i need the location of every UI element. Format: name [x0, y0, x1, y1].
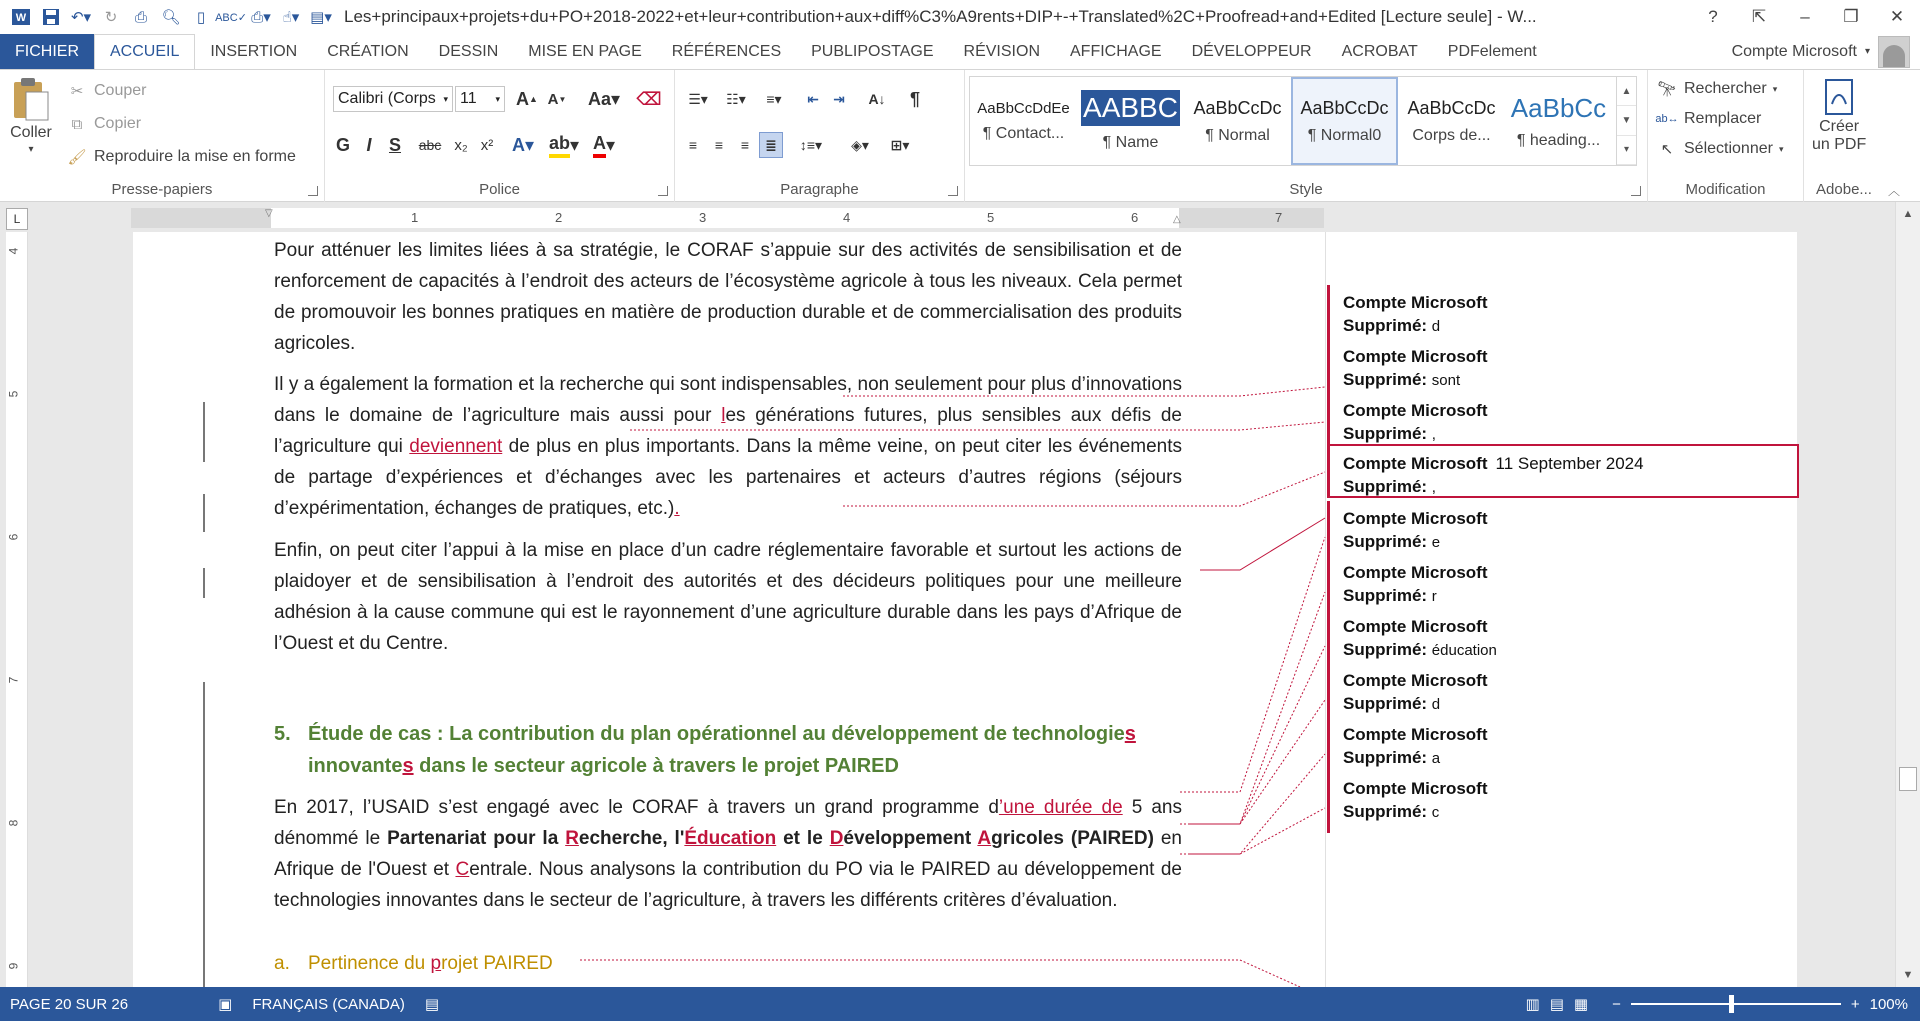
- comment-balloon[interactable]: Compte Microsoft Supprimé: r: [1327, 555, 1797, 617]
- comment-balloon[interactable]: Compte Microsoft Supprimé: éducation: [1327, 609, 1797, 671]
- new-document-icon[interactable]: ▯: [196, 9, 206, 26]
- paste-icon: [10, 76, 52, 122]
- chevron-down-icon: ▾: [443, 93, 448, 104]
- group-label: Modification: [1685, 181, 1766, 198]
- tab-publipostage[interactable]: PUBLIPOSTAGE: [811, 42, 934, 60]
- tab-pdfelement[interactable]: PDFelement: [1447, 42, 1537, 60]
- heading-5: 5. Étude de cas : La contribution du plan opérationnel au développement de technologies innovantes dans le secteur agricole à travers le projet PAIRED: [274, 723, 1136, 777]
- zoom-controls: [1526, 987, 1908, 1021]
- highlight-icon[interactable]: ab ▾: [547, 132, 581, 158]
- increase-indent-icon[interactable]: ⇥: [833, 90, 845, 107]
- ruler-number: 7: [6, 676, 21, 684]
- chevron-down-icon: ▾: [1864, 46, 1870, 57]
- ruler-number: 5: [6, 390, 21, 398]
- ribbon-tabs: [0, 34, 1920, 69]
- document-area: [0, 232, 1895, 987]
- save-icon[interactable]: [38, 4, 64, 30]
- replace-icon: ab↔: [1655, 113, 1679, 125]
- tab-affichage[interactable]: AFFICHAGE: [1070, 42, 1162, 60]
- chevron-down-icon: ▾: [28, 144, 34, 155]
- ruler-number: 9: [6, 962, 21, 970]
- document-title: Les+principaux+projets+du+PO+2018-2022+et+leur+contribution+aux+diff%C3%A9rents+DIP+-+Translated%2C+Proofread+and+Edited [Lecture seule] - W...: [344, 7, 1537, 26]
- more-icon[interactable]: ▾: [1617, 136, 1636, 165]
- zoom-slider[interactable]: [1631, 1003, 1841, 1005]
- bullets-icon[interactable]: ☰▾: [688, 90, 708, 107]
- group-label: Presse-papiers: [111, 181, 213, 198]
- comment-balloon[interactable]: Compte Microsoft Supprimé: c: [1327, 771, 1797, 833]
- comment-balloon[interactable]: Compte Microsoft Supprimé: d: [1327, 663, 1797, 725]
- macro-icon[interactable]: ▤: [424, 996, 440, 1013]
- numbering-icon[interactable]: ☷▾: [726, 90, 746, 107]
- align-right-icon[interactable]: ≡: [740, 137, 750, 153]
- pdf-icon: [1822, 78, 1856, 118]
- group-paragraph: [675, 70, 965, 202]
- paragraph-launcher[interactable]: [948, 186, 958, 196]
- format-painter-button[interactable]: 🖌︎ Reproduire la mise en forme: [67, 148, 296, 166]
- markup-pane: [1325, 232, 1797, 987]
- select-button[interactable]: ↖ Sélectionner ▾: [1656, 138, 1783, 160]
- clipboard-launcher[interactable]: [308, 186, 318, 196]
- word-logo-icon: [8, 4, 34, 30]
- binoculars-icon: 🔭︎: [1657, 81, 1677, 98]
- clear-format-icon[interactable]: ⌫: [636, 88, 662, 109]
- undo-icon[interactable]: ↶▾: [70, 9, 92, 26]
- ruler-number: 7: [1275, 210, 1283, 225]
- change-bar: [203, 682, 205, 987]
- group-editing: [1648, 70, 1804, 202]
- comment-balloon[interactable]: Compte Microsoft Supprimé: e: [1327, 501, 1797, 563]
- paragraph-4: En 2017, l’USAID s’est engagé avec le CORAF à travers un grand programme d’une durée de 5 ans dénommé le Partenariat pour la Recherche, l'Éducation et le Développement Agricoles (PAIRED) en Afrique de l'Ouest et Centrale. Nous analysons la contribution du PO via le PAIRED au développement de technologies innovantes dans le secteur de l’agriculture, à travers les différents critères d’évaluation.: [274, 797, 1182, 911]
- style-normal[interactable]: AaBbCcDc ¶ Normal: [1193, 97, 1282, 144]
- strikethrough-button[interactable]: abc: [418, 137, 442, 153]
- show-marks-icon[interactable]: ¶: [909, 88, 920, 109]
- horizontal-ruler[interactable]: [131, 208, 1324, 228]
- minimize-button[interactable]: –: [1800, 7, 1810, 26]
- indent-marker[interactable]: ▽: [265, 208, 273, 219]
- shading-icon[interactable]: ◈▾: [851, 136, 869, 153]
- help-button[interactable]: ?: [1708, 7, 1718, 26]
- style-corps[interactable]: AaBbCcDc Corps de...: [1407, 97, 1496, 144]
- tab-mise-en-page[interactable]: MISE EN PAGE: [528, 42, 642, 60]
- change-bar: [203, 402, 205, 462]
- copy-icon: ⧉: [71, 115, 83, 133]
- group-label: Style: [1289, 181, 1323, 198]
- read-mode-icon[interactable]: ▥: [1525, 996, 1540, 1013]
- comment-balloon[interactable]: Compte Microsoft Supprimé: a: [1327, 717, 1797, 779]
- style-heading[interactable]: AaBbCc ¶ heading...: [1510, 92, 1607, 149]
- brush-icon: 🖌︎: [67, 149, 87, 166]
- quick-print-icon[interactable]: ⎙▾: [251, 9, 271, 26]
- font-color-icon[interactable]: A ▾: [587, 132, 621, 158]
- ruler-number: 6: [1131, 210, 1139, 225]
- decrease-indent-icon[interactable]: ⇤: [807, 90, 819, 107]
- replace-button[interactable]: ab↔ Remplacer: [1656, 108, 1761, 130]
- create-pdf-button[interactable]: Créer un PDF: [1812, 78, 1866, 154]
- page-count[interactable]: PAGE 20 SUR 26: [10, 995, 129, 1013]
- zoom-out-icon[interactable]: −: [1612, 995, 1621, 1013]
- chevron-down-icon[interactable]: ▼: [1617, 106, 1636, 135]
- paragraph-2: Il y a également la formation et la recherche qui sont indispensables, non seulement pour plus d’innovations dans le domaine de l’agriculture mais aussi pour les générations futures, plus sensibles aux défis de l’agriculture qui deviennent de plus en plus importants. Dans la même veine, on peut citer les événements de partage d’expériences et d’échanges avec les partenaires et acteurs d’autres régions (séjours d’expérimentation, échanges de pratiques, etc.).: [274, 374, 1182, 519]
- text-effects-icon[interactable]: A▾: [511, 134, 535, 155]
- redo-icon[interactable]: ↻: [104, 9, 118, 26]
- styles-launcher[interactable]: [1631, 186, 1641, 196]
- print-layout-icon[interactable]: ▤: [1549, 996, 1564, 1013]
- ruler-number: 4: [843, 210, 851, 225]
- shrink-font-icon[interactable]: A ▼: [547, 90, 567, 108]
- account-menu[interactable]: [1732, 34, 1910, 69]
- chevron-up-icon[interactable]: ▲: [1902, 208, 1914, 220]
- ribbon: [0, 69, 1920, 202]
- zoom-level[interactable]: 100%: [1869, 995, 1908, 1013]
- font-name-combo[interactable]: Calibri (Corps ▾: [333, 86, 453, 112]
- zoom-knob[interactable]: [1729, 995, 1734, 1013]
- ruler-number: 2: [555, 210, 563, 225]
- tab-fichier[interactable]: FICHIER: [0, 34, 94, 69]
- language[interactable]: FRANÇAIS (CANADA): [252, 995, 405, 1013]
- tab-references[interactable]: RÉFÉRENCES: [671, 42, 782, 60]
- heading-a: a. Pertinence du projet PAIRED: [274, 953, 553, 974]
- tab-insertion[interactable]: INSERTION: [210, 42, 298, 60]
- close-button[interactable]: ✕: [1889, 7, 1905, 26]
- group-adobe: [1804, 70, 1884, 202]
- ruler-number: 6: [6, 533, 21, 541]
- bold-button[interactable]: G: [335, 134, 350, 155]
- ruler-number: 5: [987, 210, 995, 225]
- tab-dessin[interactable]: DESSIN: [438, 42, 499, 60]
- subscript-button[interactable]: x₂: [454, 136, 468, 154]
- change-case-icon[interactable]: Aa▾: [587, 88, 621, 109]
- print-icon[interactable]: ⎙: [134, 8, 147, 26]
- italic-button[interactable]: I: [366, 134, 372, 155]
- vertical-ruler[interactable]: [6, 232, 28, 987]
- avatar[interactable]: [1878, 36, 1910, 68]
- zoom-in-icon[interactable]: +: [1850, 995, 1860, 1013]
- style-contact[interactable]: AaBbCcDdEe ¶ Contact...: [977, 99, 1070, 142]
- vertical-scrollbar[interactable]: [1895, 202, 1920, 987]
- spelling-icon[interactable]: ABC✓: [215, 11, 247, 24]
- paragraph-3: Enfin, on peut citer l’appui à la mise en place d’un cadre réglementaire favorable et surtout les actions de plaidoyer et de sensibilisation à l’endroit des autorités et des décideurs politiques pour une meilleure adhésion à la cause commune qui est le rayonnement d’une agriculture durable dans les pays d’Afrique de l’Ouest et du Centre.: [274, 540, 1182, 654]
- change-bar: [203, 568, 205, 598]
- tab-acrobat[interactable]: ACROBAT: [1341, 42, 1418, 60]
- styles-gallery: [969, 76, 1637, 166]
- chevron-down-icon: ▾: [1778, 143, 1784, 154]
- tab-developpeur[interactable]: DÉVELOPPEUR: [1191, 42, 1312, 60]
- ribbon-display-button[interactable]: ⇱: [1751, 7, 1767, 26]
- paste-button[interactable]: Coller ▾: [10, 76, 52, 155]
- style-normal0[interactable]: AaBbCcDc ¶ Normal0: [1291, 77, 1398, 165]
- ruler-number: 4: [6, 247, 21, 255]
- tab-accueil[interactable]: ACCUEIL: [94, 34, 195, 70]
- tab-selector[interactable]: L: [6, 208, 28, 230]
- quick-access-toolbar: [0, 0, 334, 34]
- cut-button[interactable]: ✂ Couper: [66, 80, 146, 102]
- group-styles: [965, 70, 1648, 202]
- comment-balloon-active[interactable]: Compte Microsoft 11 September 2024 Supprimé: ,: [1327, 444, 1799, 498]
- customize-toolbar-icon[interactable]: ▤▾: [310, 9, 332, 26]
- touch-mode-icon[interactable]: ☝▾: [282, 9, 300, 26]
- group-font: [325, 70, 675, 202]
- print-preview-icon[interactable]: 🔍︎: [161, 9, 181, 26]
- comment-balloon[interactable]: Compte Microsoft Supprimé: ,: [1327, 393, 1797, 455]
- chevron-down-icon: ▾: [495, 93, 500, 104]
- font-launcher[interactable]: [658, 186, 668, 196]
- ruler-number: 8: [6, 819, 21, 827]
- tab-revision[interactable]: RÉVISION: [963, 42, 1040, 60]
- ruler-number: 1: [411, 210, 419, 225]
- group-label: Police: [479, 181, 520, 198]
- right-indent-marker[interactable]: △: [1173, 214, 1181, 225]
- group-clipboard: [0, 70, 325, 202]
- grow-font-icon[interactable]: A ▲: [516, 88, 538, 109]
- restore-button[interactable]: ❐: [1843, 7, 1859, 26]
- justify-icon[interactable]: ≣: [759, 132, 783, 158]
- chevron-up-icon[interactable]: ▲: [1617, 77, 1636, 106]
- group-label: Paragraphe: [780, 181, 859, 198]
- group-label: Adobe...: [1816, 181, 1872, 198]
- tab-creation[interactable]: CRÉATION: [327, 42, 409, 60]
- scissors-icon: ✂: [70, 83, 84, 100]
- chevron-down-icon: ▾: [1772, 83, 1778, 94]
- cursor-icon: ↖: [1660, 141, 1674, 158]
- paragraph-1: Pour atténuer les limites liées à sa stratégie, le CORAF s’appuie sur des activités de sensibilisation et de renforcement de capacités à l’endroit des acteurs de l’écosystème agricole à tous les niveaux. Cela permet de promouvoir les bonnes pratiques en matière de production durable et de commercialisation des produits agricoles.: [274, 240, 1182, 354]
- align-left-icon[interactable]: ≡: [688, 137, 698, 153]
- copy-button[interactable]: ⧉ Copier: [66, 113, 141, 135]
- multilevel-list-icon[interactable]: ≡▾: [766, 90, 782, 107]
- proofing-icon[interactable]: ▣: [218, 996, 233, 1013]
- underline-button[interactable]: S: [388, 134, 401, 155]
- comment-balloon[interactable]: Compte Microsoft Supprimé: d: [1327, 285, 1797, 347]
- gallery-scroll[interactable]: [1616, 77, 1636, 165]
- comment-balloon[interactable]: Compte Microsoft Supprimé: sont: [1327, 339, 1797, 401]
- font-size-combo[interactable]: 11 ▾: [455, 86, 505, 112]
- collapse-ribbon-icon[interactable]: ︿: [1888, 184, 1901, 198]
- status-bar: [0, 987, 1920, 1021]
- document-page[interactable]: [133, 232, 1325, 987]
- align-center-icon[interactable]: ≡: [714, 137, 724, 153]
- title-bar: [0, 0, 1920, 34]
- account-name: Compte Microsoft: [1731, 42, 1857, 60]
- svg-text:W: W: [15, 12, 27, 24]
- find-button[interactable]: 🔭︎ Rechercher ▾: [1657, 80, 1778, 98]
- ruler-number: 3: [699, 210, 707, 225]
- chevron-down-icon[interactable]: ▼: [1902, 969, 1914, 981]
- scroll-thumb[interactable]: [1899, 767, 1917, 791]
- change-bar: [203, 494, 205, 532]
- borders-icon[interactable]: ⊞▾: [890, 136, 910, 153]
- sort-icon[interactable]: A↓: [868, 91, 886, 107]
- line-spacing-icon[interactable]: ↕≡▾: [799, 136, 823, 153]
- style-name[interactable]: AABBC ¶ Name: [1083, 92, 1178, 151]
- web-layout-icon[interactable]: ▦: [1573, 996, 1589, 1013]
- superscript-button[interactable]: x²: [480, 136, 494, 154]
